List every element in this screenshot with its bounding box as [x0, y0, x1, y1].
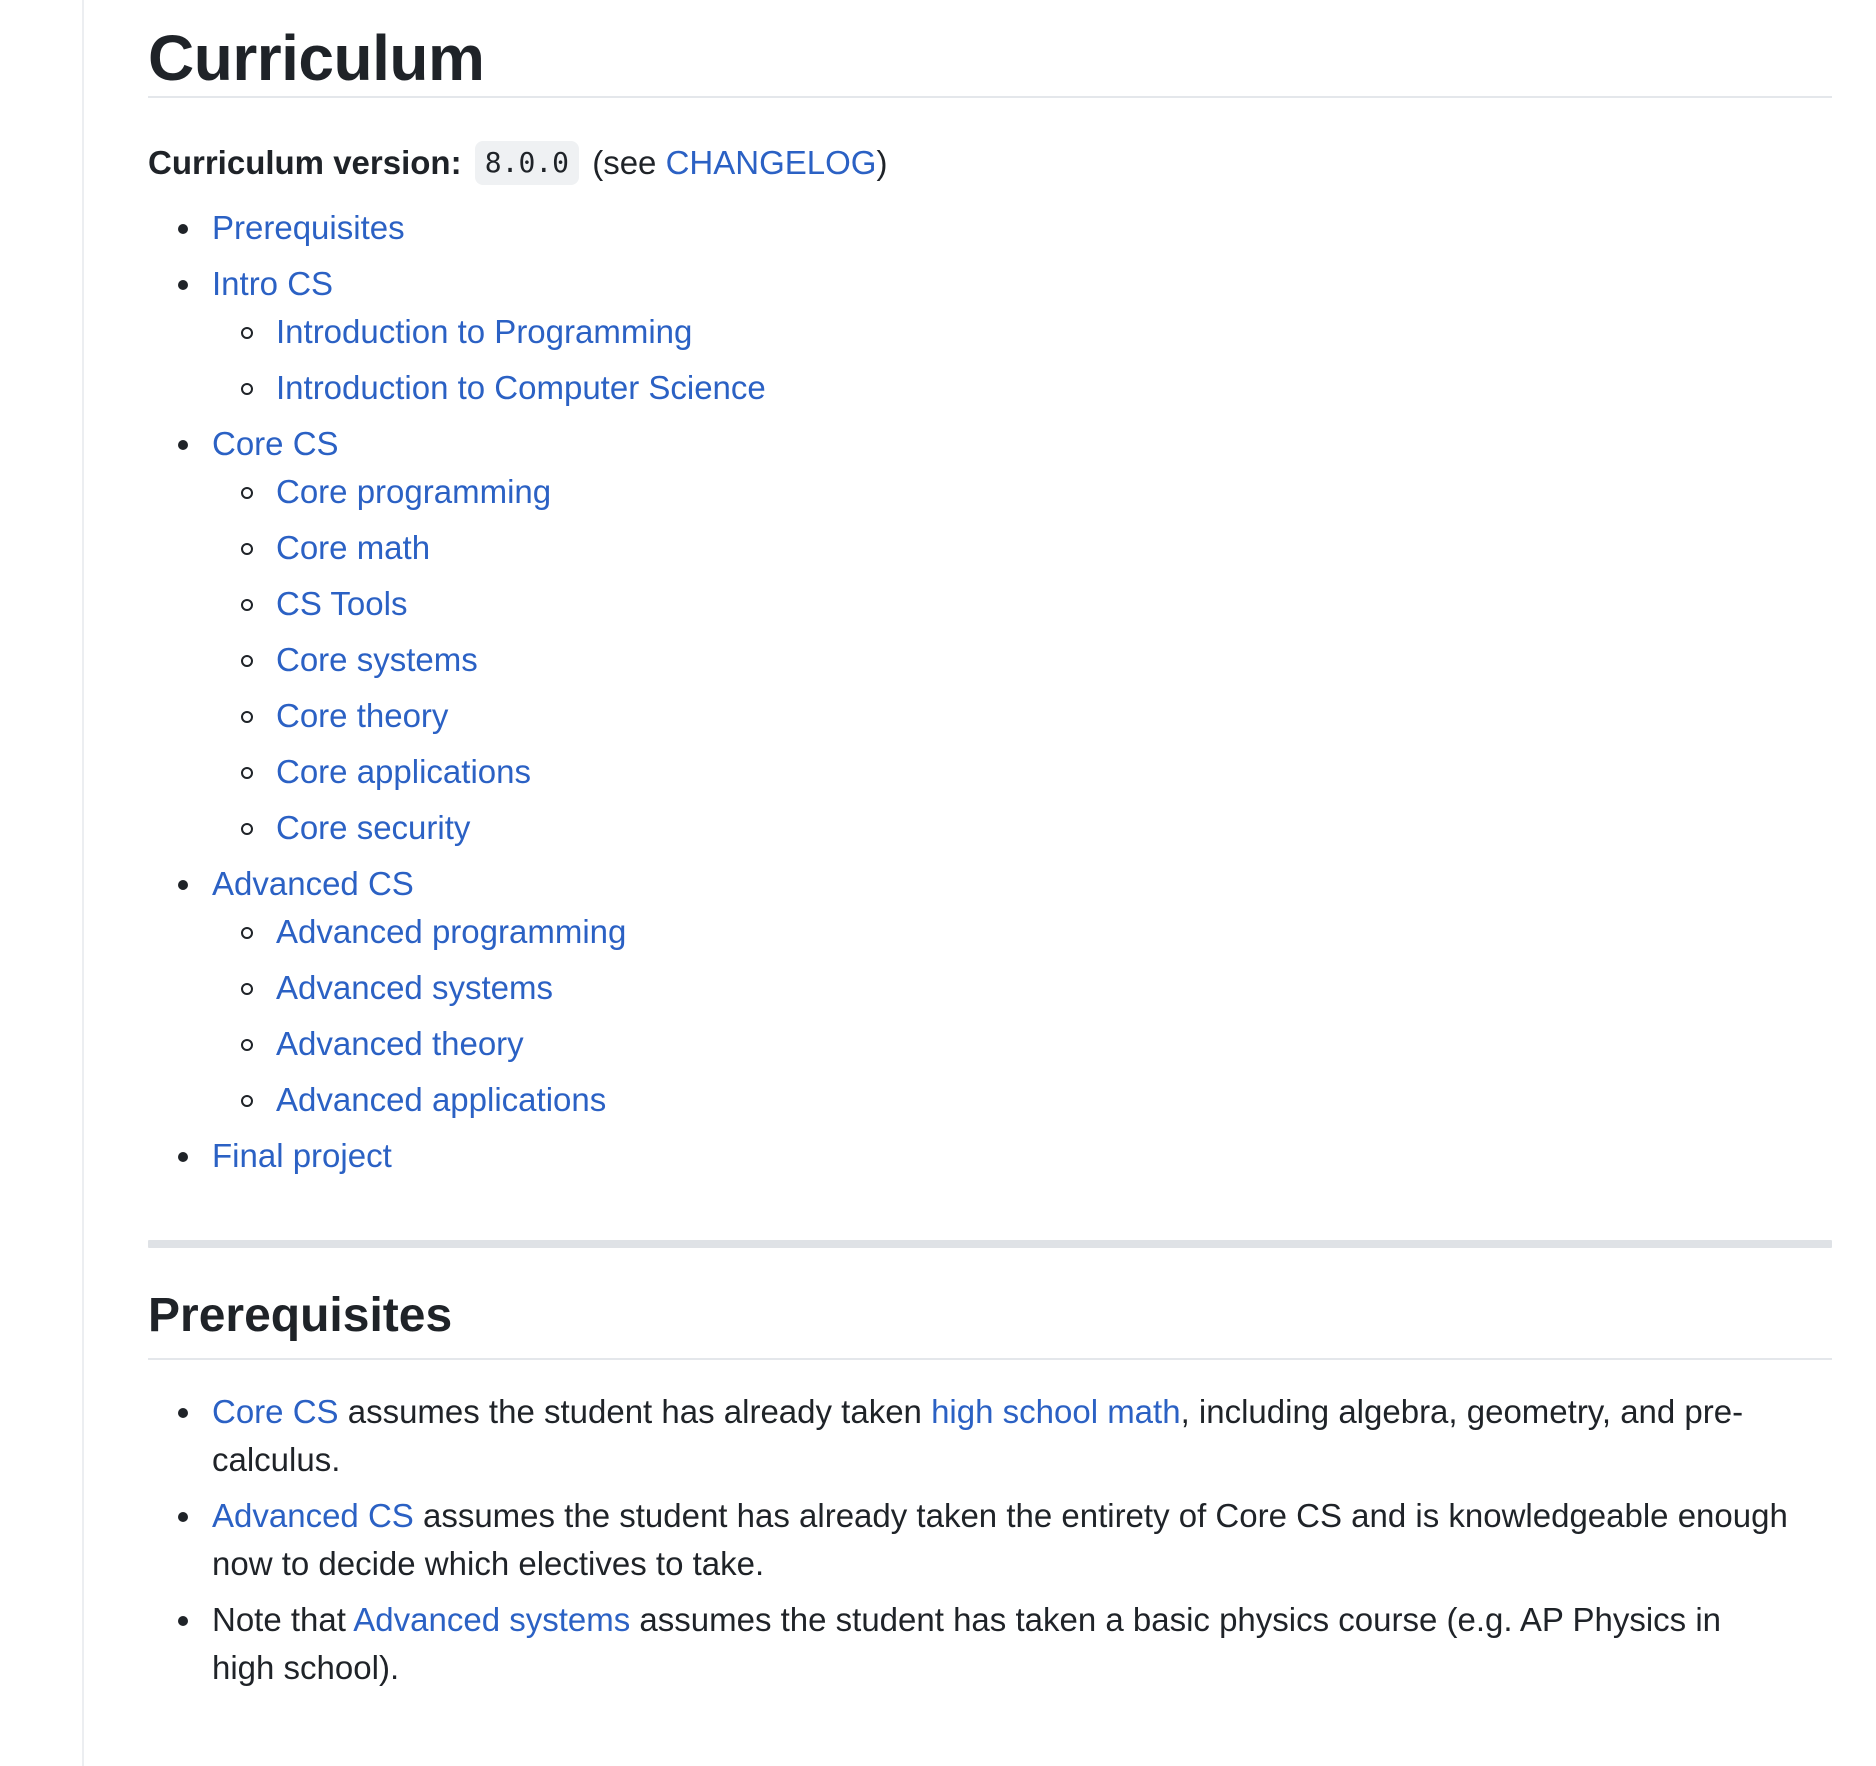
prerequisites-list — [148, 1388, 1832, 1692]
version-label: Curriculum version: — [148, 144, 462, 181]
toc-link-advanced-cs[interactable]: Advanced CS — [212, 865, 414, 902]
toc-subitem — [212, 360, 1832, 416]
toc-link-core-security[interactable]: Core security — [276, 809, 471, 846]
toc-link-core-applications[interactable]: Core applications — [276, 753, 531, 790]
toc-link-core-programming[interactable]: Core programming — [276, 473, 552, 510]
toc-link-core-math[interactable]: Core math — [276, 529, 431, 566]
toc-link-core-systems[interactable]: Core systems — [276, 641, 478, 678]
toc-link-intro-programming[interactable]: Introduction to Programming — [276, 313, 693, 350]
prereq-item-advanced-systems — [148, 1596, 1832, 1692]
prereq-link-high-school-math[interactable]: high school math — [931, 1393, 1181, 1430]
toc-subitem — [212, 632, 1832, 688]
toc-link-final-project[interactable]: Final project — [212, 1137, 392, 1174]
toc-subitem — [212, 464, 1832, 520]
toc-item-prerequisites — [148, 200, 1832, 256]
left-border — [82, 0, 84, 1766]
see-prefix: (see — [592, 144, 666, 181]
toc-link-intro-computer-science[interactable]: Introduction to Computer Science — [276, 369, 766, 406]
see-suffix: ) — [876, 144, 888, 181]
toc-subitem — [212, 800, 1832, 856]
toc-link-core-theory[interactable]: Core theory — [276, 697, 449, 734]
toc-link-advanced-systems[interactable]: Advanced systems — [276, 969, 553, 1006]
readme-content — [148, 0, 1832, 1700]
horizontal-rule — [148, 1240, 1832, 1248]
section-heading-prerequisites: Prerequisites — [148, 1292, 1832, 1360]
prereq-text: assumes the student has taken a basic physics course (e.g. AP Physics in high school). — [212, 1601, 1722, 1686]
toc-item-final-project — [148, 1128, 1832, 1184]
prereq-text: assumes the student has already taken — [338, 1393, 932, 1430]
prereq-text: assumes the student has already taken the entirety of Core CS and is knowledgeable enough now to decide which electives to take. — [212, 1497, 1788, 1582]
toc-item-core-cs — [148, 416, 1832, 856]
toc-sublist-intro-cs — [212, 304, 1832, 416]
toc-link-advanced-programming[interactable]: Advanced programming — [276, 913, 627, 950]
changelog-link[interactable]: CHANGELOG — [665, 144, 877, 181]
toc-link-advanced-applications[interactable]: Advanced applications — [276, 1081, 607, 1118]
toc-link-core-cs[interactable]: Core CS — [212, 425, 339, 462]
prereq-text: Note that — [212, 1601, 354, 1638]
toc-subitem — [212, 304, 1832, 360]
prereq-link-core-cs[interactable]: Core CS — [212, 1393, 339, 1430]
prereq-link-advanced-cs[interactable]: Advanced CS — [212, 1497, 414, 1534]
toc-sublist-core-cs — [212, 464, 1832, 856]
toc-subitem — [212, 1016, 1832, 1072]
toc-subitem — [212, 576, 1832, 632]
toc-item-intro-cs — [148, 256, 1832, 416]
table-of-contents — [148, 200, 1832, 1184]
toc-subitem — [212, 688, 1832, 744]
prereq-link-advanced-systems[interactable]: Advanced systems — [353, 1601, 631, 1638]
page-title: Curriculum — [148, 0, 1832, 98]
toc-link-prerequisites[interactable]: Prerequisites — [212, 209, 405, 246]
toc-link-advanced-theory[interactable]: Advanced theory — [276, 1025, 524, 1062]
prereq-item-core-cs — [148, 1388, 1832, 1484]
toc-subitem — [212, 744, 1832, 800]
prereq-text: , including algebra, geometry, and pre-calculus. — [212, 1393, 1744, 1478]
prereq-item-advanced-cs — [148, 1492, 1832, 1588]
version-code: 8.0.0 — [475, 141, 579, 185]
toc-subitem — [212, 904, 1832, 960]
toc-subitem — [212, 520, 1832, 576]
toc-sublist-advanced-cs — [212, 904, 1832, 1128]
toc-item-advanced-cs — [148, 856, 1832, 1128]
toc-link-cs-tools[interactable]: CS Tools — [276, 585, 408, 622]
toc-subitem — [212, 960, 1832, 1016]
toc-subitem — [212, 1072, 1832, 1128]
toc-link-intro-cs[interactable]: Intro CS — [212, 265, 334, 302]
version-line — [148, 138, 1832, 188]
